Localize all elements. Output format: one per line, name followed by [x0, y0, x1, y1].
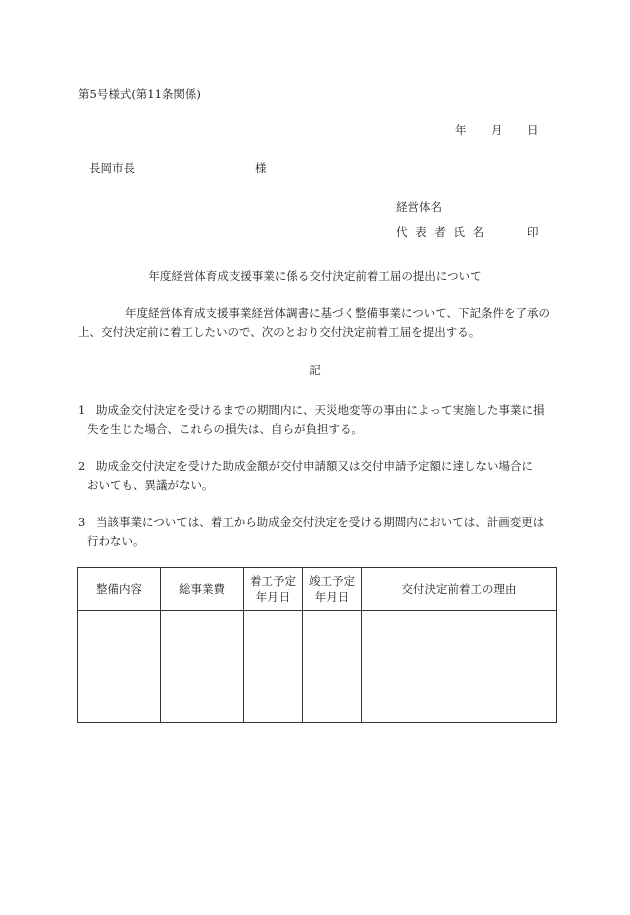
- seal-label: 印: [527, 225, 539, 239]
- condition-text: 当該事業については、着工から助成金交付決定を受ける期間内においては、計画変更は: [96, 515, 545, 529]
- date-year-label: 年: [455, 123, 467, 137]
- representative-label: 代 表 者 氏 名: [396, 225, 487, 239]
- table-cell[interactable]: [362, 611, 557, 723]
- header-cell-reason: 交付決定前着工の理由: [362, 568, 557, 611]
- table-cell[interactable]: [303, 611, 362, 723]
- addressee-honorific: 様: [255, 161, 267, 175]
- condition-text-cont: 行わない。: [87, 534, 145, 548]
- condition-item: [78, 401, 556, 439]
- business-name-label: 経営体名: [396, 200, 442, 214]
- table-header-row: [78, 568, 557, 611]
- table-row: [78, 611, 557, 723]
- condition-text-cont: 失を生じた場合、これらの損失は、自らが負担する。: [87, 422, 363, 436]
- table-cell[interactable]: [161, 611, 244, 723]
- condition-item: [78, 457, 556, 495]
- table-cell[interactable]: [244, 611, 303, 723]
- addressee-name: 長岡市長: [89, 161, 135, 175]
- header-cell-total-cost: 総事業費: [161, 568, 244, 611]
- header-cell-completion-date: 竣工予定 年月日: [303, 568, 362, 611]
- condition-text-cont: おいても、異議がない。: [87, 478, 214, 492]
- date-line: [455, 122, 539, 138]
- condition-text: 助成金交付決定を受けるまでの期間内に、天災地変等の事由によって実施した事業に損: [96, 403, 545, 417]
- ki-heading: 記: [309, 363, 321, 377]
- header-cell-start-date: 着工予定 年月日: [244, 568, 303, 611]
- condition-number: 2: [78, 459, 86, 473]
- form-number: 第5号様式(第11条関係): [78, 87, 201, 101]
- date-day-label: 日: [527, 123, 539, 137]
- table-cell[interactable]: [78, 611, 161, 723]
- condition-number: 1: [78, 403, 86, 417]
- representative-line: [396, 224, 539, 240]
- condition-item: [78, 513, 556, 551]
- body-paragraph: 年度経営体育成支援事業経営体調書に基づく整備事業について、下記条件を了承の上、交付決定前に着工したいので、次のとおり交付決定前着工届を提出する。: [78, 306, 551, 339]
- addressee: [89, 160, 267, 176]
- header-cell-work-content: 整備内容: [78, 568, 161, 611]
- works-table: [77, 567, 557, 723]
- condition-number: 3: [78, 515, 86, 529]
- condition-text: 助成金交付決定を受けた助成金額が交付申請額又は交付申請予定額に達しない場合に: [96, 459, 533, 473]
- document-title: 年度経営体育成支援事業に係る交付決定前着工届の提出について: [148, 269, 482, 283]
- date-month-label: 月: [491, 123, 503, 137]
